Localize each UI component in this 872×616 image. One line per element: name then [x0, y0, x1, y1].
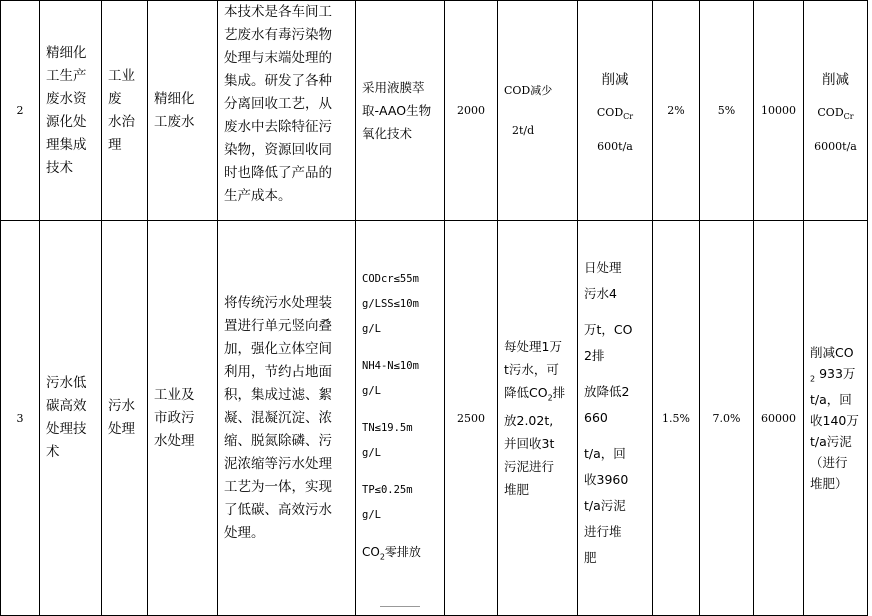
pct1-cell: [653, 1, 700, 221]
table-row: [1, 1, 868, 221]
reduction-line: 放降低2: [584, 384, 630, 399]
effect-line: t污水，可: [504, 361, 559, 377]
description-line: 泥浓缩等污水处理: [224, 455, 332, 472]
process-line: NH4-N≤10m: [362, 359, 419, 372]
scope-cell: [148, 221, 218, 616]
reduction-cod: [578, 106, 652, 121]
description-line: 分离回收工艺，从: [224, 96, 332, 112]
description-line: 时也降低了产品的: [224, 165, 332, 181]
reduction-cell: [578, 1, 653, 221]
pct2-text: 5%: [717, 104, 736, 117]
scope-line: 工业及: [154, 386, 195, 403]
tech-name-line: 技术: [46, 159, 73, 176]
reduction-line: 2排: [584, 348, 605, 363]
row-number: [1, 1, 40, 221]
category-line: 工业废: [108, 67, 135, 107]
description-line: 本技术是各车间工: [224, 4, 332, 20]
total-cell: [804, 221, 868, 616]
total-line: [810, 363, 864, 390]
total-line: 削减CO: [810, 344, 854, 360]
tech-name-line: 污水低: [46, 375, 87, 391]
cod-subscript: Cr: [843, 112, 854, 122]
total-line: t/a污泥: [810, 434, 852, 450]
process-line: g/L: [362, 384, 381, 397]
row-number-text: 2: [16, 104, 24, 117]
process-line: TN≤19.5m: [362, 421, 413, 434]
description-line: 染物，资源回收同: [224, 142, 332, 158]
pct2-text: 7.0%: [712, 411, 741, 425]
description-line: 工艺为一体，实现: [224, 478, 332, 495]
effect-line: 污泥进行: [504, 459, 555, 475]
effect-cell: [498, 1, 578, 221]
reduction-line: 污水4: [584, 286, 617, 301]
tech-name-line: 废水资: [46, 90, 87, 107]
description-line: 凝、混凝沉淀、浓: [224, 409, 332, 426]
total-label: 削减: [822, 72, 849, 89]
effect-co2-subscript: 2: [547, 393, 553, 403]
capacity-text: 2500: [457, 411, 485, 425]
description-line: 利用，节约占地面: [224, 363, 332, 380]
capacity-text: 2000: [457, 104, 485, 117]
cod-text: COD: [817, 106, 844, 120]
pct2-cell: [700, 1, 754, 221]
scale-cell: [754, 221, 804, 616]
process-line: g/L: [362, 322, 381, 335]
effect-line: 2t/d: [512, 123, 535, 137]
description-line: 集成。研发了各种: [224, 73, 332, 89]
next-row-fragment: [380, 606, 420, 612]
process-line: CODcr≤55m: [362, 272, 419, 285]
effect-line: 每处理1万: [504, 338, 562, 354]
effect-cell: [498, 221, 578, 616]
process-line: 取-AAO生物: [362, 103, 432, 118]
cod-text: COD: [596, 106, 624, 120]
reduction-line: 肥: [584, 550, 597, 565]
category-line: 处理: [108, 421, 135, 437]
description-line: 加，强化立体空间: [224, 340, 332, 357]
capacity-cell: [445, 221, 498, 616]
total-line: t/a，回: [810, 392, 852, 408]
effect-line: COD减少: [504, 83, 553, 97]
total-line: 收140万: [810, 413, 859, 429]
process-co2-line: [362, 544, 444, 565]
reduction-amount: 600t/a: [597, 139, 633, 153]
process-cell: [356, 1, 445, 221]
scope-line: 水处理: [154, 432, 195, 449]
category-line: 污水: [108, 398, 135, 414]
row-number-text: 3: [16, 411, 24, 425]
co2-text: CO: [362, 544, 380, 559]
reduction-line: 日处理: [584, 260, 622, 275]
category-cell: [102, 221, 148, 616]
total-line: （进行: [810, 455, 848, 471]
tech-name-line: 术: [46, 444, 60, 460]
category-line: 水治理: [108, 113, 135, 153]
tech-name-line: 源化处: [46, 113, 87, 130]
description-cell: [218, 221, 356, 616]
effect-line: [504, 381, 574, 410]
process-line: 采用液膜萃: [362, 80, 425, 95]
tech-name-cell: [40, 221, 102, 616]
tech-name-line: 碳高效: [46, 398, 87, 414]
scale-text: 10000: [761, 104, 796, 117]
scope-line: 工废水: [154, 113, 195, 130]
tech-name-cell: [40, 1, 102, 221]
description-cell: [218, 1, 356, 221]
process-line: g/L: [362, 508, 381, 521]
tech-name-line: 工生产: [46, 67, 87, 84]
description-line: 处理。: [224, 524, 265, 541]
description-line: 艺废水有毒污染物: [224, 27, 332, 43]
tech-name-line: 精细化: [46, 44, 87, 61]
table-row: [1, 221, 868, 616]
scope-line: 市政污: [154, 409, 195, 426]
total-cell: [804, 1, 868, 221]
process-line: 氧化技术: [362, 126, 413, 141]
description-line: 将传统污水处理装: [224, 294, 332, 311]
reduction-line: 收3960: [584, 472, 629, 487]
effect-line: 并回收3t: [504, 436, 555, 452]
scope-cell: [148, 1, 218, 221]
description-line: 废水中去除特征污: [224, 119, 332, 135]
description-line: 处理与末端处理的: [224, 50, 332, 66]
pct2-cell: [700, 221, 754, 616]
description-line: 生产成本。: [224, 188, 292, 204]
description-line: 积，集成过滤、絮: [224, 386, 332, 403]
co2-subscript: 2: [379, 552, 385, 562]
tech-name-line: 理集成: [46, 136, 87, 153]
total-amount-text: 933万: [819, 365, 856, 381]
process-line: g/LSS≤10m: [362, 297, 419, 310]
pct1-text: 2%: [667, 104, 685, 117]
scope-line: 精细化: [154, 90, 195, 107]
total-co2-subscript: 2: [810, 374, 816, 384]
co2-suffix: 零排放: [384, 544, 421, 559]
scale-cell: [754, 1, 804, 221]
reduction-label: 削减: [601, 72, 629, 89]
category-cell: [102, 1, 148, 221]
effect-line: 放2.02t,: [504, 413, 554, 429]
process-cell: [356, 221, 445, 616]
effect-co2-suffix: 排: [552, 384, 566, 400]
capacity-cell: [445, 1, 498, 221]
process-line: g/L: [362, 446, 381, 459]
scale-text: 60000: [761, 411, 796, 425]
description-line: 缩、脱氮除磷、污: [224, 432, 332, 449]
effect-co2-text: 降低CO: [504, 384, 548, 400]
description-line: 了低碳、高效污水: [224, 501, 332, 518]
row-number: [1, 221, 40, 616]
tech-name-line: 处理技: [46, 421, 87, 437]
total-amount: 6000t/a: [814, 139, 857, 153]
reduction-cell: [578, 221, 653, 616]
description-line: 置进行单元竖向叠: [224, 317, 332, 334]
process-line: TP≤0.25m: [362, 483, 413, 496]
total-cod: [804, 106, 867, 121]
effect-line: 堆肥: [504, 482, 530, 498]
total-line: 堆肥）: [810, 476, 848, 492]
cod-subscript: Cr: [623, 112, 634, 122]
reduction-line: 660: [584, 410, 608, 425]
reduction-line: t/a，回: [584, 446, 626, 461]
reduction-line: 万t，CO: [584, 322, 633, 337]
pct1-text: 1.5%: [662, 411, 690, 425]
reduction-line: t/a污泥: [584, 498, 626, 513]
pct1-cell: [653, 221, 700, 616]
reduction-line: 进行堆: [584, 524, 622, 539]
